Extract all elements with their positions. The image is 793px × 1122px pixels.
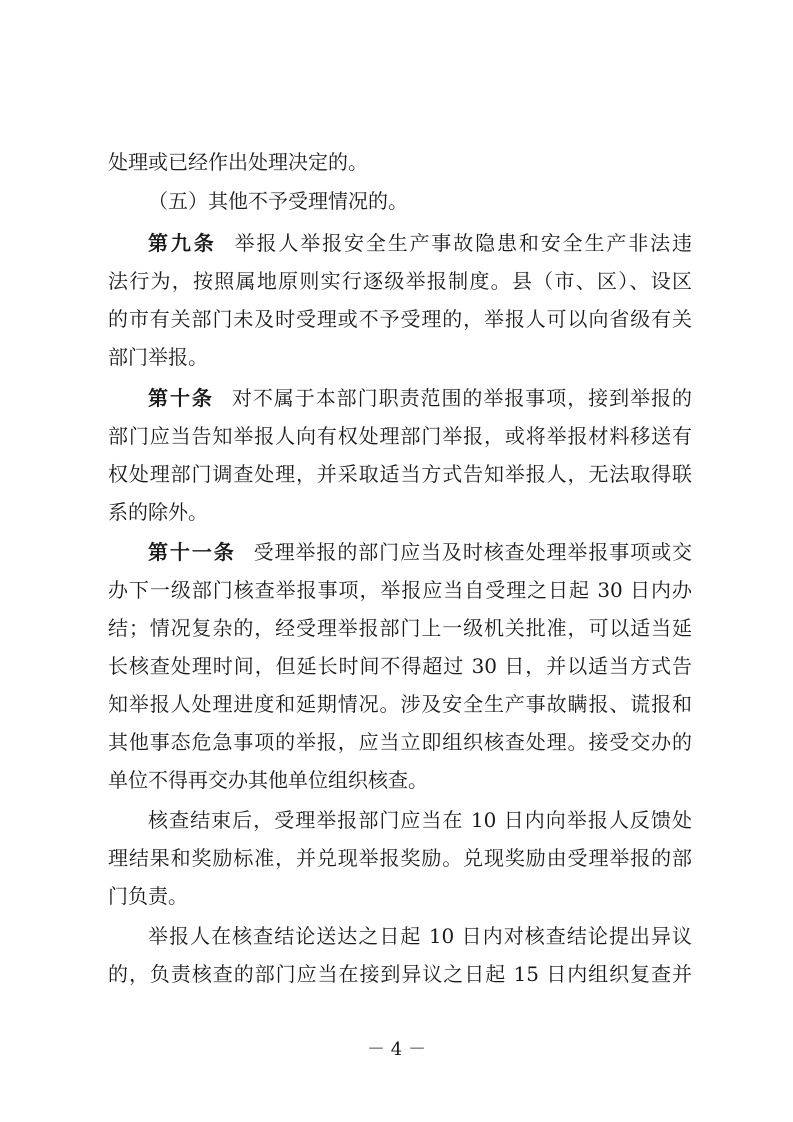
text-line: 其他事态危急事项的举报，应当立即组织核查处理。接受交办的 xyxy=(108,730,692,754)
article-11-line: 第十一条 受理举报的部门应当及时核查处理举报事项或交 xyxy=(148,540,693,564)
text-line: 办下一级部门核查举报事项，举报应当自受理之日起 30 日内办 xyxy=(108,578,692,602)
text-line: 知举报人处理进度和延期情况。涉及安全生产事故瞒报、谎报和 xyxy=(108,692,692,716)
article-heading: 第十一条 xyxy=(148,540,236,564)
article-heading: 第九条 xyxy=(148,231,217,255)
text-line: 理结果和奖励标准，并兑现举报奖励。兑现奖励由受理举报的部 xyxy=(108,846,692,870)
text-line: 权处理部门调查处理，并采取适当方式告知举报人，无法取得联 xyxy=(108,462,692,486)
text-line: 结；情况复杂的，经受理举报部门上一级机关批准，可以适当延 xyxy=(108,616,692,640)
text-line: 的，负责核查的部门应当在接到异议之日起 15 日内组织复查并 xyxy=(108,962,692,986)
page-number: － 4 － xyxy=(367,1039,426,1060)
text-line: 核查结束后，受理举报部门应当在 10 日内向举报人反馈处 xyxy=(148,808,692,832)
text-line: 门负责。 xyxy=(108,884,188,908)
text-line: 系的除外。 xyxy=(108,500,208,524)
text-line: 部门应当告知举报人向有权处理部门举报，或将举报材料移送有 xyxy=(108,424,692,448)
article-heading: 第十条 xyxy=(148,386,214,410)
article-9-line: 第九条 举报人举报安全生产事故隐患和安全生产非法违 xyxy=(148,231,693,255)
text-line: 长核查处理时间，但延长时间不得超过 30 日，并以适当方式告 xyxy=(108,654,692,678)
text-line: 部门举报。 xyxy=(108,345,208,369)
text-line: 的市有关部门未及时受理或不予受理的，举报人可以向省级有关 xyxy=(108,307,692,331)
text-line: 单位不得再交办其他单位组织核查。 xyxy=(108,768,428,792)
text-line: 处理或已经作出处理决定的。 xyxy=(108,150,368,174)
article-10-line: 第十条 对不属于本部门职责范围的举报事项，接到举报的 xyxy=(148,386,692,410)
text-line: （五）其他不予受理情况的。 xyxy=(148,189,408,213)
text-line: 举报人在核查结论送达之日起 10 日内对核查结论提出异议 xyxy=(148,924,692,948)
text-line: 法行为，按照属地原则实行逐级举报制度。县（市、区）、设区 xyxy=(108,269,692,293)
